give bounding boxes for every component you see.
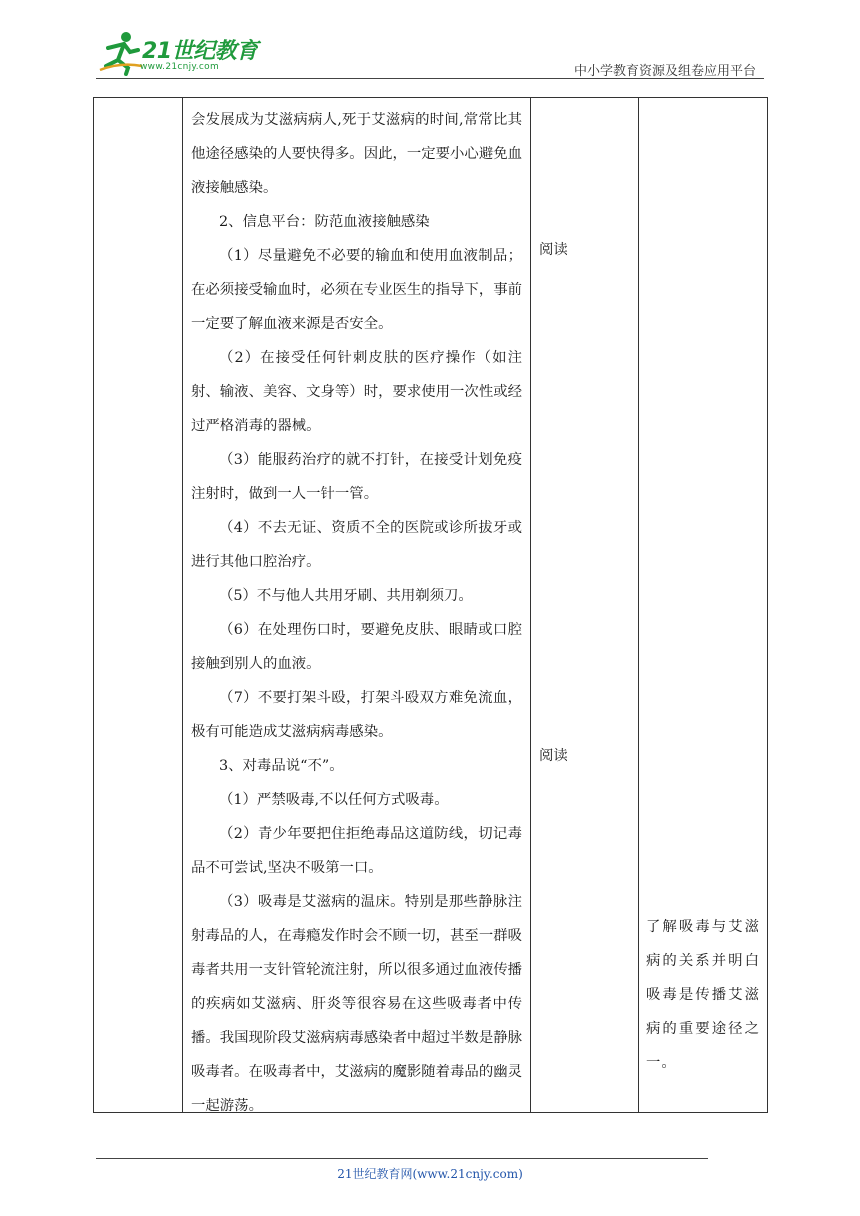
list-item: （4）不去无证、资质不全的医院或诊所拔牙或进行其他口腔治疗。 — [191, 520, 522, 570]
platform-title: 中小学教育资源及组卷应用平台 — [573, 64, 756, 79]
lesson-table — [93, 97, 768, 1113]
footer-text: 21世纪教育网(www.21cnjy.com) — [337, 1167, 523, 1181]
page-header — [0, 0, 860, 80]
content-cell — [183, 98, 531, 1113]
logo-url: www.21cnjy.com — [140, 62, 220, 72]
list-item: （2）青少年要把住拒绝毒品这道防线，切记毒品不可尝试,坚决不吸第一口。 — [191, 826, 522, 876]
section-heading-2: 2、信息平台：防范血液接触感染 — [219, 214, 430, 230]
list-item: （2）在接受任何针刺皮肤的医疗操作（如注射、输液、美容、文身等）时，要求使用一次性或经过严格消毒的器械。 — [191, 350, 522, 434]
list-item: （3）吸毒是艾滋病的温床。特别是那些静脉注射毒品的人，在毒瘾发作时会不顾一切，甚至一群吸毒者共用一支针管轮流注射，所以很多通过血液传播的疾病如艾滋病、肝炎等很容易在这些吸毒者中传播。我国现阶段艾滋病病毒感染者中超过半数是静脉吸毒者。在吸毒者中，艾滋病的魔影随着毒品的幽灵一起游荡。 — [191, 894, 522, 1114]
activity-read-1: 阅读 — [539, 242, 568, 258]
logo — [96, 30, 266, 78]
logo-text: 21世纪教育 — [142, 39, 258, 64]
footer-divider — [96, 1158, 708, 1159]
table-row — [94, 98, 768, 1113]
header-divider — [96, 78, 764, 79]
list-item: （1）尽量避免不必要的输血和使用血液制品；在必须接受输血时，必须在专业医生的指导下，事前一定要了解血液来源是否安全。 — [191, 248, 522, 332]
list-item: （6）在处理伤口时，要避免皮肤、眼睛或口腔接触到别人的血液。 — [191, 622, 522, 672]
intent-cell — [639, 98, 768, 1113]
activity-read-2: 阅读 — [539, 748, 568, 764]
runner-logo-icon — [96, 30, 144, 76]
step-cell — [94, 98, 183, 1113]
activity-cell — [531, 98, 639, 1113]
section-heading-3: 3、对毒品说“不”。 — [219, 758, 344, 774]
list-item: （3）能服药治疗的就不打针，在接受计划免疫注射时，做到一人一针一管。 — [191, 452, 522, 502]
paragraph-intro: 会发展成为艾滋病病人,死于艾滋病的时间,常常比其他途径感染的人要快得多。因此，一定要小心避免血液接触感染。 — [191, 112, 522, 196]
list-item: （7）不要打架斗殴，打架斗殴双方难免流血，极有可能造成艾滋病病毒感染。 — [191, 690, 522, 740]
design-intent: 了解吸毒与艾滋病的关系并明白吸毒是传播艾滋病的重要途径之一。 — [646, 919, 760, 1071]
list-item: （1）严禁吸毒,不以任何方式吸毒。 — [219, 792, 449, 808]
list-item: （5）不与他人共用牙刷、共用剃须刀。 — [219, 588, 473, 604]
